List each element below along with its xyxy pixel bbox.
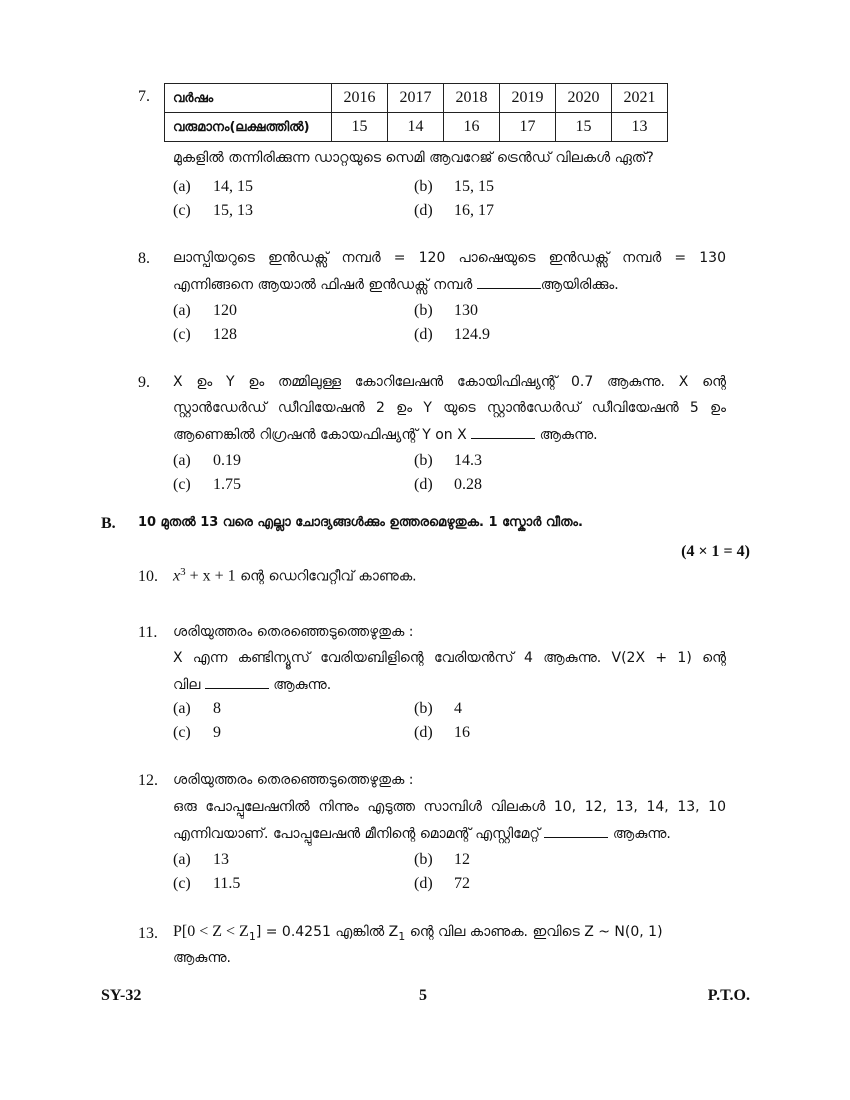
section-instruction: 10 മുതൽ 13 വരെ എല്ലാ ചോദ്യങ്ങൾക്കും ഉത്തരമെഴുതുക. 1 സ്കോർ വീതം. — [138, 515, 583, 530]
table-row — [165, 84, 668, 113]
question-text: X ഉം Y ഉം തമ്മിലുള്ള കോറിലേഷൻ കോയിഫിഷ്യന്റ് 0.7 ആകുന്നു. X ന്റെ — [173, 374, 726, 390]
option-text: 14.3 — [454, 452, 482, 469]
option-label: (a) — [173, 851, 191, 868]
pto-label: P.T.O. — [707, 987, 750, 1004]
section-marks: (4 × 1 = 4) — [681, 543, 750, 560]
question-text-part: P[0 < Z < Z — [173, 923, 249, 940]
question-text-part: എന്നിവയാണ്. പോപ്പുലേഷൻ മീനിന്റെ മൊമന്റ് എസ്റ്റിമേറ്റ് — [173, 826, 540, 842]
option-c[interactable] — [173, 326, 237, 344]
option-text: 14, 15 — [213, 178, 253, 195]
option-text: 128 — [213, 326, 237, 343]
option-label: (a) — [173, 700, 191, 717]
answer-blank[interactable] — [544, 825, 608, 838]
option-a[interactable] — [173, 178, 253, 196]
option-label: (a) — [173, 178, 191, 195]
option-a[interactable] — [173, 302, 237, 320]
question-text-part: ന്റെ ഡെറിവേറ്റീവ് കാണുക. — [235, 568, 417, 585]
option-a[interactable] — [173, 851, 229, 869]
answer-blank[interactable] — [471, 426, 535, 439]
question-number: 9. — [138, 374, 150, 391]
question-number: 12. — [138, 772, 158, 789]
option-label: (c) — [173, 724, 191, 741]
question-number: 11. — [138, 624, 158, 641]
table-cell: 2019 — [500, 84, 556, 113]
option-text: 16 — [454, 724, 470, 741]
question-instruction: ശരിയുത്തരം തെരഞ്ഞെടുത്തെഴുതുക : — [173, 772, 414, 788]
question-text: ആകുന്നു. — [173, 950, 231, 966]
table-header-cell: വർഷം — [165, 84, 332, 113]
option-text: 124.9 — [454, 326, 490, 343]
option-label: (b) — [414, 851, 433, 868]
option-text: 72 — [454, 875, 470, 892]
option-b[interactable] — [414, 851, 470, 869]
option-d[interactable] — [414, 202, 494, 220]
question-text-part: വില — [173, 677, 201, 693]
table-cell: 2016 — [332, 84, 388, 113]
question-text-part: ആണെങ്കിൽ റിഗ്രഷൻ കോയഫിഷ്യന്റ് Y on X — [173, 427, 467, 443]
table-header-cell: വരുമാനം(ലക്ഷത്തിൽ) — [165, 113, 332, 142]
table-cell: 17 — [500, 113, 556, 142]
option-text: 15, 15 — [454, 178, 494, 195]
option-a[interactable] — [173, 700, 221, 718]
option-label: (d) — [414, 875, 433, 892]
subscript: 1 — [398, 929, 406, 943]
table-cell: 16 — [444, 113, 500, 142]
question-text: ഒരു പോപ്പുലേഷനിൽ നിന്നും എടുത്ത സാമ്പിൾ വിലകൾ 10, 12, 13, 14, 13, 10 — [173, 799, 726, 815]
question-text — [173, 825, 671, 842]
expression-variable: x — [173, 567, 181, 585]
table-cell: 2018 — [444, 84, 500, 113]
question-instruction: ശരിയുത്തരം തെരഞ്ഞെടുത്തെഴുതുക : — [173, 624, 414, 640]
table-row — [165, 113, 668, 142]
option-c[interactable] — [173, 724, 221, 742]
question-text-part: ന്റെ വില കാണുക. ഇവിടെ Z ~ N(0, 1) — [405, 924, 663, 940]
option-label: (d) — [414, 476, 433, 493]
page-number: 5 — [419, 987, 427, 1004]
option-b[interactable] — [414, 302, 478, 320]
option-text: 16, 17 — [454, 202, 494, 219]
option-text: 4 — [454, 700, 462, 717]
table-cell: 14 — [388, 113, 444, 142]
question-number: 10. — [138, 568, 158, 585]
data-table — [164, 83, 668, 142]
question-text — [173, 566, 417, 586]
option-label: (b) — [414, 178, 433, 195]
option-b[interactable] — [414, 700, 462, 718]
option-label: (c) — [173, 326, 191, 343]
question-text — [173, 426, 598, 443]
paper-code: SY-32 — [101, 987, 142, 1004]
option-a[interactable] — [173, 452, 241, 470]
question-text: X എന്ന കണ്ടിന്യൂസ് വേരിയബിളിന്റെ വേരിയൻസ് 4 ആകുന്നു. V(2X + 1) ന്റെ — [173, 650, 726, 666]
option-label: (d) — [414, 202, 433, 219]
option-label: (b) — [414, 452, 433, 469]
option-text: 15, 13 — [213, 202, 253, 219]
question-number: 13. — [138, 925, 158, 942]
question-text-part: ആയിരിക്കും. — [540, 277, 619, 293]
option-text: 11.5 — [213, 875, 241, 892]
option-text: 130 — [454, 302, 478, 319]
question-text-part: ആകുന്നു. — [273, 677, 332, 693]
option-text: 1.75 — [213, 476, 241, 493]
question-text-part: ആകുന്നു. — [612, 826, 671, 842]
table-cell: 2017 — [388, 84, 444, 113]
expression-rest: + x + 1 — [185, 567, 236, 585]
option-d[interactable] — [414, 724, 470, 742]
question-text — [173, 676, 331, 693]
option-label: (c) — [173, 476, 191, 493]
option-text: 12 — [454, 851, 470, 868]
table-cell: 15 — [332, 113, 388, 142]
question-text-part: ആകുന്നു. — [539, 427, 598, 443]
option-b[interactable] — [414, 452, 482, 470]
table-cell: 15 — [556, 113, 612, 142]
option-label: (c) — [173, 202, 191, 219]
option-c[interactable] — [173, 875, 240, 893]
question-text — [173, 276, 619, 293]
option-text: 8 — [213, 700, 221, 717]
question-text: സ്റ്റാൻഡേർഡ് ഡീവിയേഷൻ 2 ഉം Y യുടെ സ്റ്റാൻഡേർഡ് ഡീവിയേഷൻ 5 ഉം — [173, 400, 726, 416]
question-number: 8. — [138, 250, 150, 267]
question-text — [173, 923, 726, 943]
option-label: (b) — [414, 700, 433, 717]
option-label: (c) — [173, 875, 191, 892]
option-c[interactable] — [173, 202, 253, 220]
question-text: മുകളിൽ തന്നിരിക്കുന്ന ഡാറ്റയുടെ സെമി ആവറേജ് ട്രെൻഡ് വിലകൾ ഏത്? — [173, 150, 654, 166]
option-d[interactable] — [414, 326, 490, 344]
option-d[interactable] — [414, 476, 482, 494]
option-d[interactable] — [414, 875, 470, 893]
section-letter: B. — [101, 515, 116, 532]
option-b[interactable] — [414, 178, 494, 196]
table-cell: 2021 — [612, 84, 668, 113]
table-cell: 2020 — [556, 84, 612, 113]
option-text: 120 — [213, 302, 237, 319]
option-label: (d) — [414, 724, 433, 741]
question-text-part: ] = 0.4251 എങ്കിൽ Z — [255, 924, 399, 940]
option-text: 0.28 — [454, 476, 482, 493]
option-c[interactable] — [173, 476, 241, 494]
option-label: (d) — [414, 326, 433, 343]
question-text-part: എന്നിങ്ങനെ ആയാൽ ഫിഷർ ഇൻഡക്സ് നമ്പർ — [173, 277, 473, 293]
answer-blank[interactable] — [477, 276, 541, 289]
question-number: 7. — [138, 88, 150, 105]
subscript: 1 — [248, 929, 256, 943]
option-text: 13 — [213, 851, 229, 868]
option-text: 9 — [213, 724, 221, 741]
table-cell: 13 — [612, 113, 668, 142]
expression-exponent: 3 — [180, 566, 186, 578]
question-text: ലാസ്പിയറുടെ ഇൻഡക്സ് നമ്പർ = 120 പാഷെയുടെ ഇൻഡക്സ് നമ്പർ = 130 — [173, 250, 726, 266]
answer-blank[interactable] — [205, 676, 269, 689]
option-text: 0.19 — [213, 452, 241, 469]
option-label: (a) — [173, 302, 191, 319]
option-label: (b) — [414, 302, 433, 319]
option-label: (a) — [173, 452, 191, 469]
